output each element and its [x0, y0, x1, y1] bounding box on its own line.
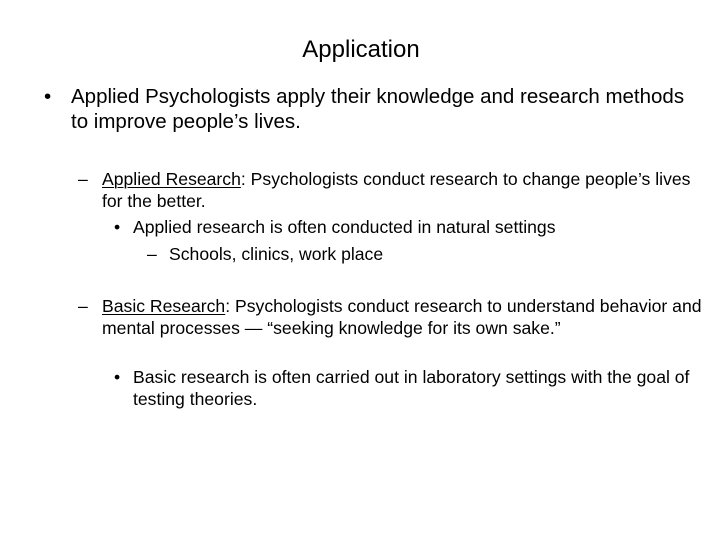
applied-research-text — [102, 169, 703, 212]
dash-icon: – — [78, 296, 88, 316]
basic-research-subpoint-text: Basic research is often carried out in laboratory settings with the goal of testing theories. — [133, 367, 690, 409]
basic-research-term: Basic Research — [102, 296, 226, 316]
applied-research-item — [78, 169, 703, 212]
applied-research-subpoint — [114, 217, 704, 239]
applied-research-subpoint-text: Applied research is often conducted in natural settings — [133, 217, 556, 237]
bullet-icon: • — [114, 217, 121, 237]
applied-research-example — [147, 244, 687, 266]
dash-icon: – — [78, 169, 88, 189]
bullet-icon: • — [114, 367, 121, 387]
applied-research-example-text: Schools, clinics, work place — [169, 244, 384, 264]
applied-research-term: Applied Research — [102, 169, 241, 189]
main-point — [44, 84, 704, 134]
main-point-text: Applied Psychologists apply their knowledge and research methods to improve people’s lives. — [71, 85, 685, 133]
basic-research-item — [78, 296, 703, 339]
applied-research-definition: : Psychologists conduct research to change people’s lives for the better. — [102, 169, 691, 211]
dash-icon: – — [147, 244, 157, 264]
bullet-icon: • — [44, 85, 52, 108]
basic-research-definition: : Psychologists conduct research to understand behavior and mental processes — “seeking knowledge for its own sake.” — [102, 296, 702, 338]
basic-research-subpoint — [114, 367, 704, 410]
basic-research-text — [102, 296, 703, 339]
slide-title: Application — [302, 36, 420, 63]
